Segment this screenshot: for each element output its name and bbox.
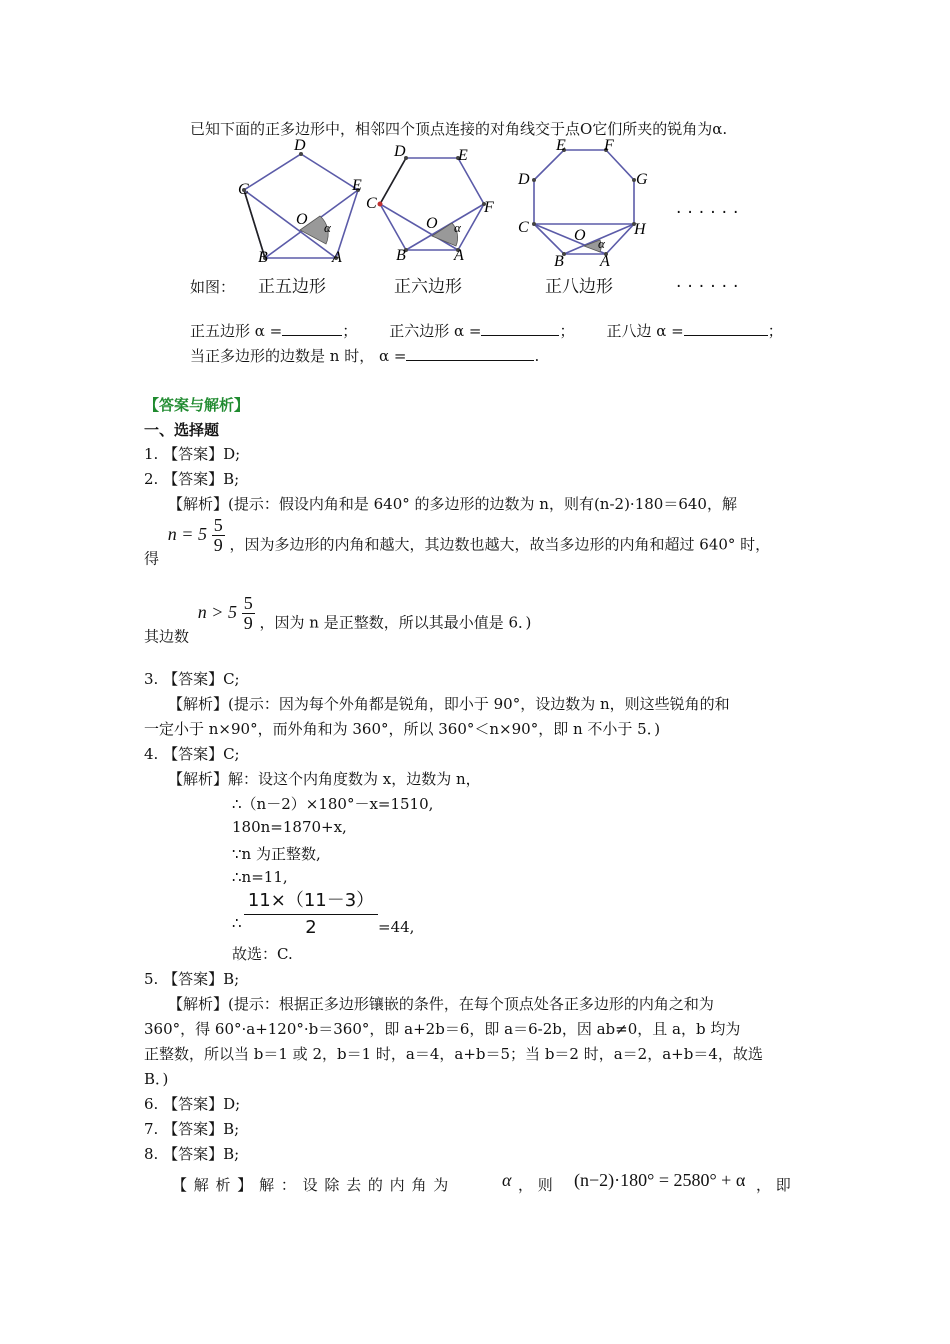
big-frac-den: 2: [305, 917, 317, 938]
text-continued: ，因为多边形的内角和越大，其边数也越大，故当多边形的内角和超过 640° 时，: [229, 535, 771, 554]
analysis-8-text-3: ， 即: [756, 1176, 791, 1194]
label-O: O: [574, 227, 586, 244]
separator: ；: [559, 322, 575, 340]
answer-2: 2. 【答案】B;: [144, 470, 240, 488]
fill-row-2: [190, 345, 539, 366]
analysis-5-line-1: 【解析】(提示：根据正多边形镶嵌的条件，在每个顶点处各正多边形的内角之和为: [168, 995, 714, 1013]
label-C: C: [366, 195, 377, 212]
label-B: B: [396, 247, 406, 264]
fill-row-1: [190, 320, 783, 341]
section-title: 一、选择题: [144, 421, 220, 439]
analysis-2-line-2: [144, 516, 770, 569]
label-F: F: [484, 199, 494, 216]
figure-prefix: 如图：: [190, 278, 236, 296]
analysis-8-text: 【 解 析 】 解 ： 设 除 去 的 内 角 为: [172, 1176, 450, 1194]
dots-row-2: ......: [676, 272, 745, 292]
analysis-4-line-2: ∴（n－2）×180°－x=1510,: [232, 795, 434, 813]
label-O: O: [426, 215, 438, 232]
label-A: A: [454, 247, 464, 264]
answer-8: 8. 【答案】B;: [144, 1145, 240, 1163]
label-C: C: [238, 181, 249, 198]
label-E: E: [352, 177, 362, 194]
problem-intro: 已知下面的正多边形中，相邻四个顶点连接的对角线交于点O它们所夹的锐角为α.: [190, 120, 728, 138]
analysis-2-line-3: [144, 594, 531, 647]
frac-den: 9: [243, 613, 253, 633]
label-E: E: [458, 147, 468, 164]
analysis-3-line-2: 一定小于 n×90°，而外角和为 360°，所以 360°＜n×90°，即 n 不小于 5．): [144, 720, 661, 738]
frac-num: 5: [243, 593, 253, 613]
label-B: B: [554, 253, 564, 268]
label-D: D: [394, 143, 406, 160]
fill-pentagon-label: 正五边形 α =: [190, 322, 283, 340]
label-D: D: [294, 137, 306, 154]
separator: ；: [342, 322, 358, 340]
analysis-5-line-2: 360°，得 60°·a+120°·b＝360°，即 a+2b＝6，即 a＝6-2b，因 ab≠0，且 a，b 均为: [144, 1020, 741, 1038]
math-alpha: α: [502, 1170, 512, 1190]
blank-octagon[interactable]: [684, 321, 768, 336]
text-bian: 其边数: [144, 627, 190, 646]
hexagon-figure: [364, 136, 504, 268]
label-O: O: [296, 211, 308, 228]
answer-3: 3. 【答案】C;: [144, 670, 240, 688]
caption-hexagon: 正六边形: [394, 277, 462, 297]
separator: ；: [767, 322, 783, 340]
label-A: A: [600, 253, 610, 268]
label-alpha: α: [454, 220, 461, 235]
label-B: B: [258, 249, 268, 266]
analysis-8-text-2: ， 则: [518, 1176, 553, 1194]
label-A: A: [332, 249, 342, 266]
fill-n-label: 当正多边形的边数是 n 时， α =: [190, 347, 407, 365]
big-frac-num: 11×（11－3）: [244, 886, 378, 915]
analysis-5-line-4: B．): [144, 1070, 169, 1088]
fill-octagon-label: 正八边 α =: [606, 322, 684, 340]
label-E: E: [556, 137, 566, 154]
label-alpha: α: [324, 220, 331, 235]
analysis-4-line-4: ∵n 为正整数,: [232, 845, 321, 863]
dots-row-1: ......: [676, 198, 745, 218]
fraction-5-9: [212, 516, 225, 555]
fraction-5-9-b: [242, 594, 255, 633]
answers-heading: 【答案与解析】: [144, 396, 250, 414]
blank-pentagon[interactable]: [282, 321, 342, 336]
therefore-symbol: ∴: [232, 914, 242, 932]
answer-6: 6. 【答案】D;: [144, 1095, 241, 1113]
pentagon-figure: [232, 136, 372, 268]
analysis-4-line-1: 【解析】解：设这个内角度数为 x，边数为 n，: [168, 770, 481, 788]
label-H: H: [634, 221, 646, 238]
math-n-eq: n = 5: [167, 523, 207, 544]
big-fraction: [244, 886, 378, 938]
answer-7: 7. 【答案】B;: [144, 1120, 240, 1138]
math-equation: (n−2)·180° = 2580° + α: [574, 1170, 746, 1190]
label-G: G: [636, 171, 648, 188]
label-F: F: [604, 137, 614, 154]
analysis-5-line-3: 正整数，所以当 b＝1 或 2，b＝1 时，a＝4，a+b＝5；当 b＝2 时，a＝2，a+b＝4，故选: [144, 1045, 763, 1063]
text-de: 得: [144, 549, 160, 568]
answer-5: 5. 【答案】B;: [144, 970, 240, 988]
analysis-4-line-3: 180n=1870+x,: [232, 818, 347, 836]
blank-n[interactable]: [406, 346, 534, 361]
result-44: =44,: [378, 918, 415, 936]
caption-octagon: 正八边形: [545, 277, 613, 297]
frac-num: 5: [213, 515, 223, 535]
answer-1: 1. 【答案】D;: [144, 445, 241, 463]
math-n-gt: n > 5: [197, 601, 237, 622]
label-D: D: [518, 171, 530, 188]
frac-den: 9: [213, 535, 223, 555]
caption-pentagon: 正五边形: [258, 277, 326, 297]
label-alpha: α: [598, 236, 605, 251]
fill-n-end: .: [534, 347, 540, 365]
answer-4: 4. 【答案】C;: [144, 745, 240, 763]
analysis-4-line-7: 故选：C.: [232, 945, 293, 963]
analysis-4-line-5: ∴n=11,: [232, 868, 288, 886]
blank-hexagon[interactable]: [481, 321, 559, 336]
analysis-2-line-1: 【解析】(提示：假设内角和是 640° 的多边形的边数为 n，则有(n-2)·180＝640，解: [168, 495, 737, 513]
text-end: ，因为 n 是正整数，所以其最小值是 6．): [259, 613, 532, 632]
octagon-figure: [514, 136, 664, 268]
label-C: C: [518, 219, 529, 236]
pentagon-outline: [244, 154, 358, 258]
fill-hexagon-label: 正六边形 α =: [389, 322, 482, 340]
analysis-3-line-1: 【解析】(提示：因为每个外角都是锐角，即小于 90°，设边数为 n，则这些锐角的和: [168, 695, 730, 713]
